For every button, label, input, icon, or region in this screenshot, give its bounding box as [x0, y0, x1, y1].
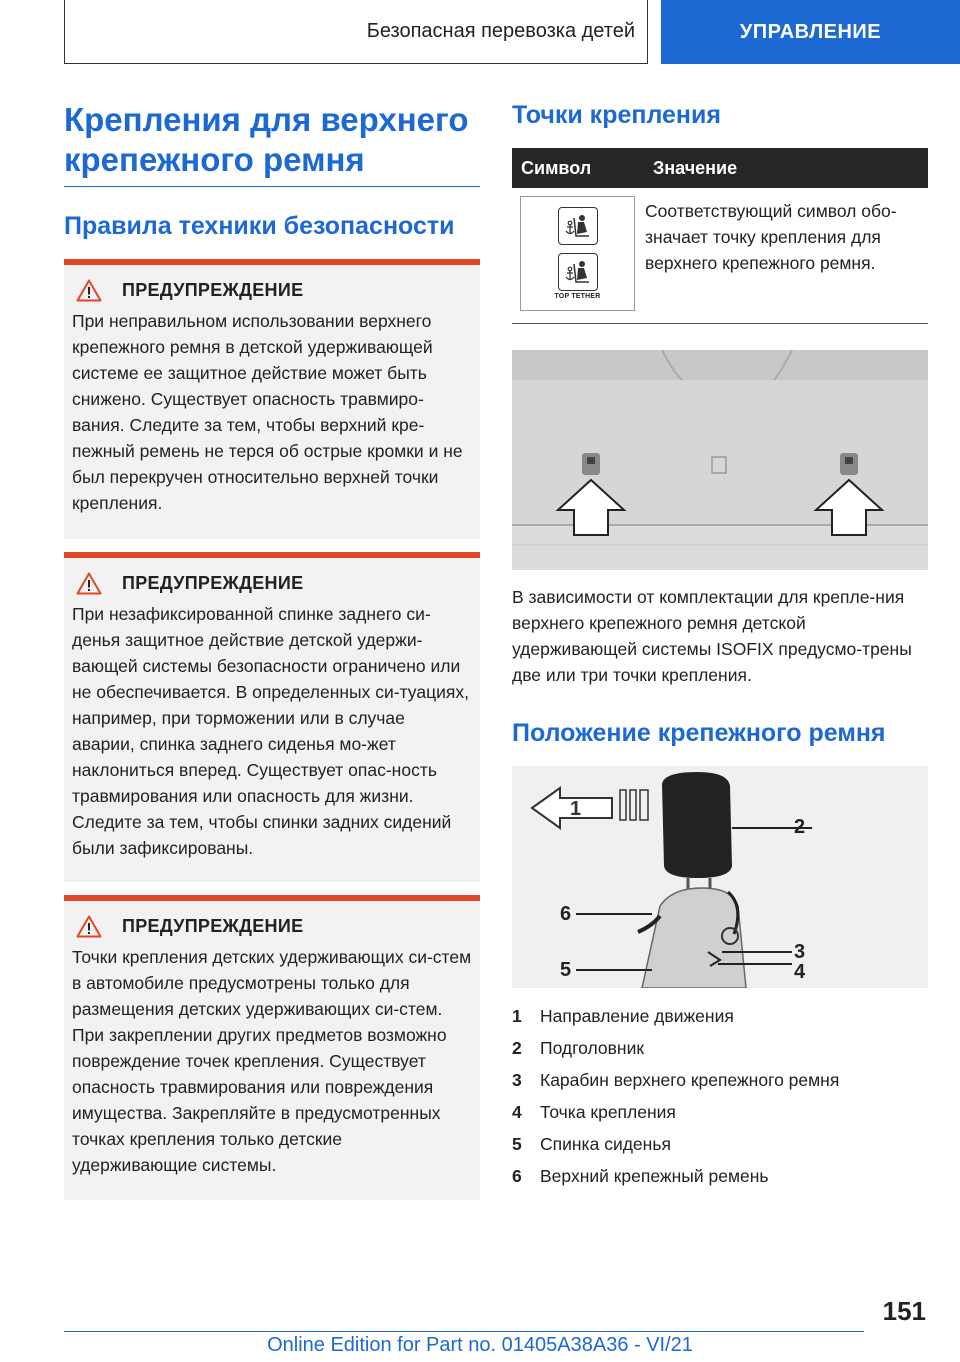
diagram-label: 1 — [570, 798, 582, 820]
left-column — [64, 100, 480, 1213]
edition-footer: Online Edition for Part no. 01405A38A36 - VI/21 — [267, 1334, 693, 1356]
legend-text: Спинка сиденья — [540, 1134, 671, 1154]
diagram-label: 3 — [794, 941, 806, 963]
child-seat-anchor-icon — [558, 253, 598, 291]
symbol-table — [512, 148, 928, 324]
warning-label: ПРЕДУПРЕЖДЕНИЕ — [122, 280, 304, 300]
warning-box — [64, 552, 480, 882]
warning-box — [64, 895, 480, 1200]
list-item — [512, 1160, 928, 1192]
legend-text: Точка крепления — [540, 1102, 676, 1122]
strap-position-diagram — [512, 766, 928, 988]
warning-box — [64, 259, 480, 539]
column-header-symbol: Символ — [521, 157, 592, 178]
list-item — [512, 1096, 928, 1128]
legend-text: Карабин верхнего крепежного ремня — [540, 1070, 840, 1090]
warning-label: ПРЕДУПРЕЖДЕНИЕ — [122, 916, 304, 936]
top-tether-caption: TOP TETHER — [554, 293, 601, 300]
list-item — [512, 1032, 928, 1064]
legend-list — [512, 1000, 928, 1192]
diagram-label: 5 — [560, 959, 572, 981]
top-tether-symbol-variant — [554, 253, 600, 300]
diagram-label: 4 — [794, 961, 806, 983]
diagram-label: 2 — [794, 816, 806, 838]
anchor-points-paragraph: В зависимости от комплектации для крепле-ния верхнего крепежного ремня детской удерживающей системы ISOFIX предусмо-трены две или три точки крепления. — [512, 587, 912, 685]
warning-text: При незафиксированной спинке заднего си-денья защитное действие детской удержи-вающей системы безопасности ограничено или не обеспечивается. В определенных си-туациях, например, при торможении или в случае аварии, спинка заднего сиденья мо-жет наклониться вперед. Существует опас-ность травмирования или опасность для жизни. Следите за тем, чтобы спинки задних сидений были зафиксированы. — [72, 604, 469, 858]
page-number: 151 — [882, 1296, 926, 1326]
column-header-meaning: Значение — [653, 157, 738, 178]
warning-icon — [76, 279, 102, 302]
section-label: УПРАВЛЕНИЕ — [739, 20, 882, 43]
legend-number: 2 — [512, 1038, 522, 1058]
legend-text: Верхний крепежный ремень — [540, 1166, 769, 1186]
list-item — [512, 1128, 928, 1160]
chapter-title: Безопасная перевозка детей — [366, 20, 635, 42]
safety-subtitle: Правила техники безопасности — [64, 212, 455, 240]
page-title: Крепления для верхнего крепежного ремня — [64, 100, 480, 187]
list-item — [512, 1000, 928, 1032]
strap-position-title: Положение крепежного ремня — [512, 719, 886, 747]
table-row — [512, 188, 928, 324]
child-seat-anchor-icon — [558, 207, 598, 245]
warning-header — [72, 915, 472, 938]
warning-header — [72, 572, 472, 595]
anchor-points-title: Точки крепления — [512, 101, 721, 129]
warning-header — [72, 279, 472, 302]
table-header — [512, 148, 928, 188]
legend-number: 1 — [512, 1006, 522, 1026]
footer-divider — [64, 1331, 864, 1332]
legend-number: 5 — [512, 1134, 522, 1154]
legend-text: Направление движения — [540, 1006, 734, 1026]
legend-number: 3 — [512, 1070, 522, 1090]
diagram-label: 6 — [560, 903, 572, 925]
legend-number: 4 — [512, 1102, 522, 1122]
chapter-header — [64, 0, 648, 64]
legend-text: Подголовник — [540, 1038, 645, 1058]
rear-seat-anchor-photo — [512, 350, 928, 570]
list-item — [512, 1064, 928, 1096]
section-tab — [661, 0, 960, 64]
warning-icon — [76, 572, 102, 595]
warning-label: ПРЕДУПРЕЖДЕНИЕ — [122, 573, 304, 593]
right-column — [512, 100, 928, 1192]
warning-icon — [76, 915, 102, 938]
top-tether-symbol — [520, 196, 635, 311]
legend-number: 6 — [512, 1166, 522, 1186]
symbol-meaning: Соответствующий символ обо-значает точку крепления для верхнего крепежного ремня. — [645, 201, 897, 273]
warning-text: При неправильном использовании верхнего крепежного ремня в детской удерживающей системе ее защитное действие может быть снижено. Существует опасность травмиро-вания. Следите за тем, чтобы верхний кре-пежный ремень не терся об острые кромки и не был перекручен относительно верхней точки крепления. — [72, 311, 463, 513]
warning-text: Точки крепления детских удерживающих си-стем в автомобиле предусмотрены только для размещения детских удерживающих си-стем. При закреплении других предметов возможно повреждение точек крепления. Существует опасность травмирования или повреждения имущества. Закрепляйте в предусмотренных точках крепления только детские удерживающие системы. — [72, 947, 472, 1175]
